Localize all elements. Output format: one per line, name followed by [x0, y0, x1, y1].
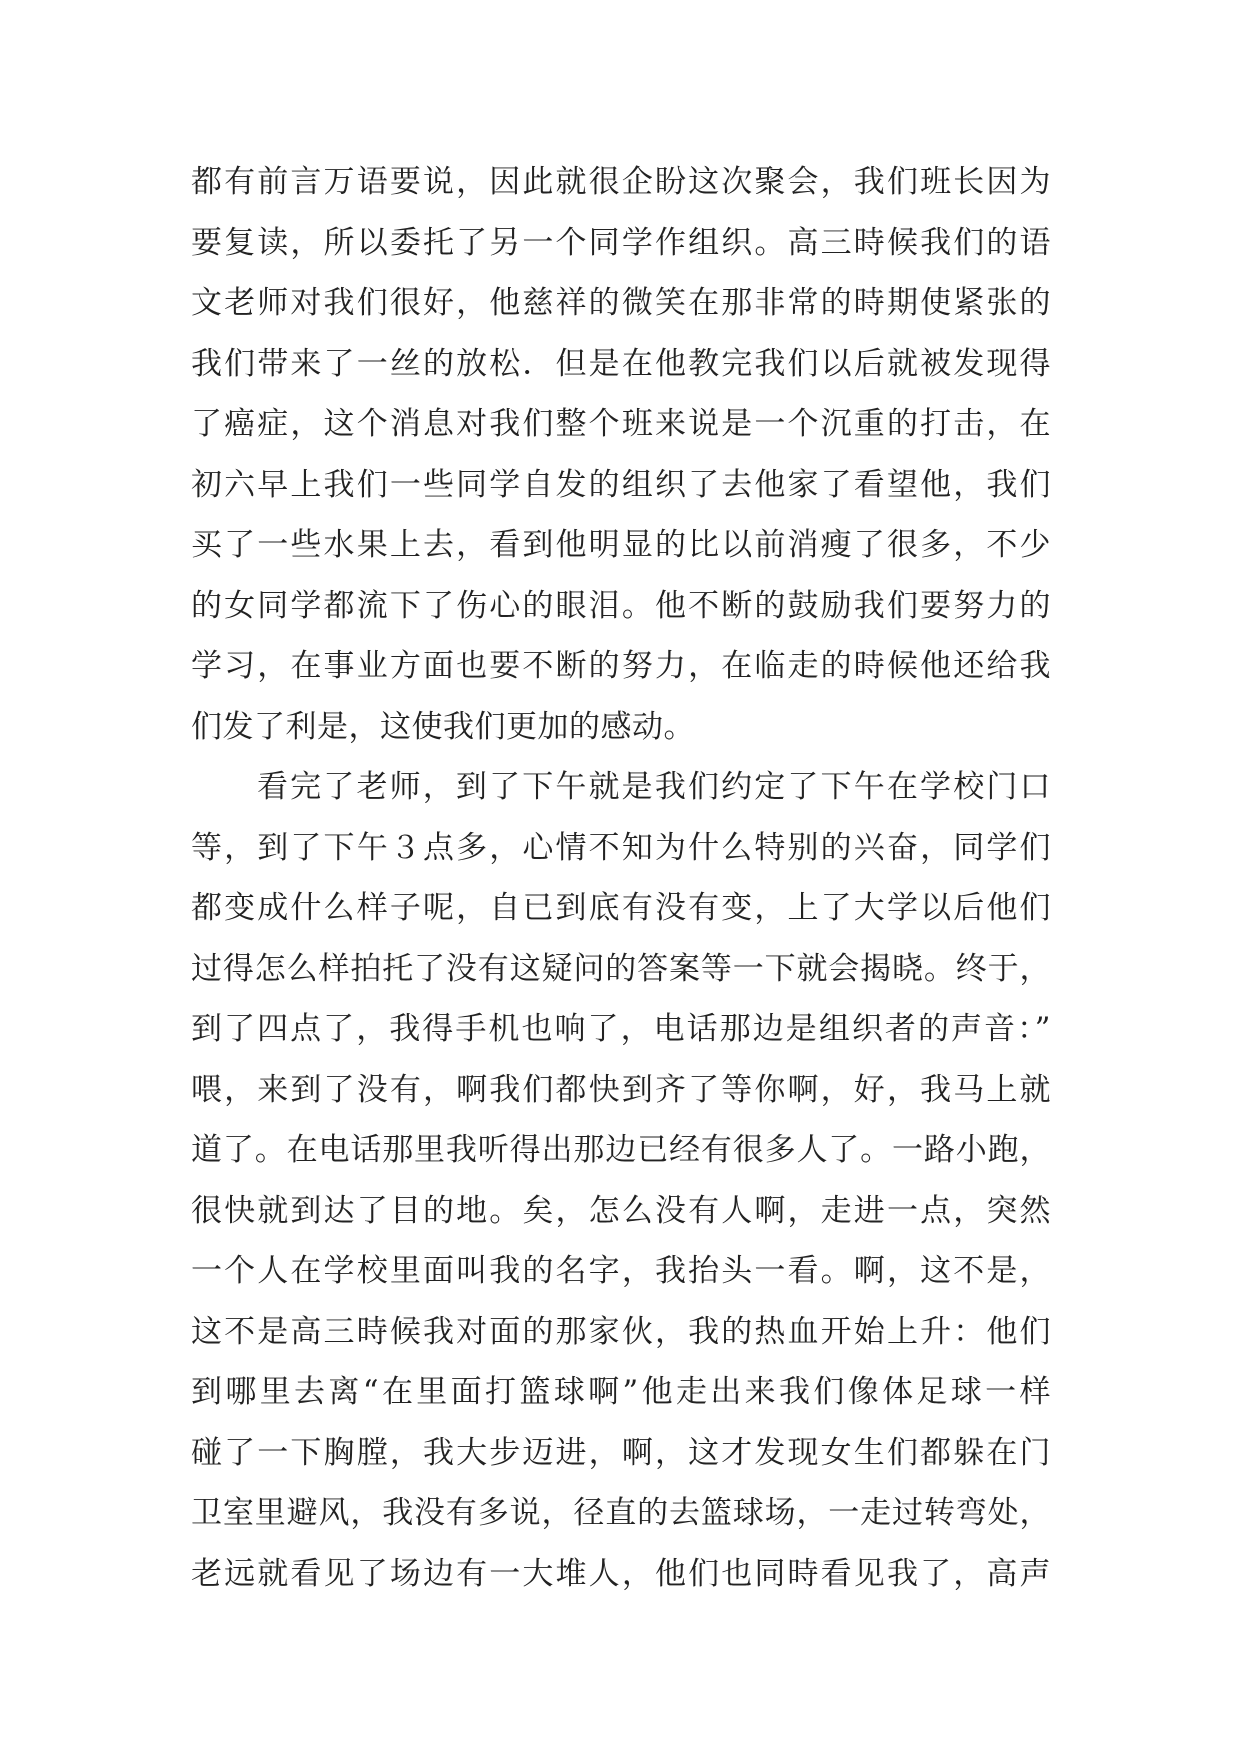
text-line: 这不是高三時候我对面的那家伙，我的热血开始上升：他们 — [191, 1313, 1051, 1350]
text-line: 了癌症，这个消息对我们整个班来说是一个沉重的打击，在 — [191, 406, 1051, 442]
text-line: 碰了一下胸膛，我大步迈进，啊，这才发现女生们都躲在门 — [191, 1434, 1051, 1471]
text-line: 要复读，所以委托了另一个同学作组织。高三時候我们的语 — [191, 224, 1051, 261]
text-line: 老远就看见了场边有一大堆人，他们也同時看见我了，高声 — [191, 1555, 1051, 1592]
text-line: 很快就到达了目的地。矣，怎么没有人啊，走进一点，突然 — [191, 1192, 1051, 1229]
text-line: 的女同学都流下了伤心的眼泪。他不断的鼓励我们要努力的 — [191, 587, 1051, 624]
text-line: 过得怎么样拍托了没有这疑问的答案等一下就会揭晓。终于， — [191, 950, 1051, 987]
paragraph-1 — [191, 152, 1051, 757]
paragraph-2 — [191, 757, 1051, 1604]
text-line: 都有前言万语要说，因此就很企盼这次聚会，我们班长因为 — [191, 164, 1051, 200]
text-line: 到哪里去离“在里面打篮球啊”他走出来我们像体足球一样 — [191, 1374, 1051, 1410]
text-line: 看完了老师，到了下午就是我们约定了下午在学校门口 — [257, 769, 1051, 805]
text-line: 卫室里避风，我没有多说，径直的去篮球场，一走过转弯处， — [191, 1495, 1051, 1531]
text-line: 初六早上我们一些同学自发的组织了去他家了看望他，我们 — [191, 466, 1051, 503]
text-line: 都变成什么样子呢，自已到底有没有变，上了大学以后他们 — [191, 890, 1051, 926]
text-line: 我们带来了一丝的放松．但是在他教完我们以后就被发现得 — [191, 345, 1051, 382]
text-line: 到了四点了，我得手机也响了，电话那边是组织者的声音：” — [191, 1011, 1051, 1047]
text-line: 道了。在电话那里我听得出那边已经有很多人了。一路小跑， — [191, 1132, 1051, 1168]
text-line: 学习，在事业方面也要不断的努力，在临走的時候他还给我 — [191, 648, 1051, 684]
text-line: 买了一些水果上去，看到他明显的比以前消瘦了很多，不少 — [191, 527, 1051, 563]
text-line: 们发了利是，这使我们更加的感动。 — [191, 708, 695, 745]
text-line: 喂，来到了没有，啊我们都快到齐了等你啊，好，我马上就 — [191, 1071, 1051, 1108]
document-page — [191, 152, 1051, 1604]
text-line: 文老师对我们很好，他慈祥的微笑在那非常的時期使紧张的 — [191, 285, 1051, 321]
text-line: 一个人在学校里面叫我的名字，我抬头一看。啊，这不是， — [191, 1253, 1051, 1289]
text-line: 等，到了下午３点多，心情不知为什么特别的兴奋，同学们 — [191, 829, 1051, 866]
